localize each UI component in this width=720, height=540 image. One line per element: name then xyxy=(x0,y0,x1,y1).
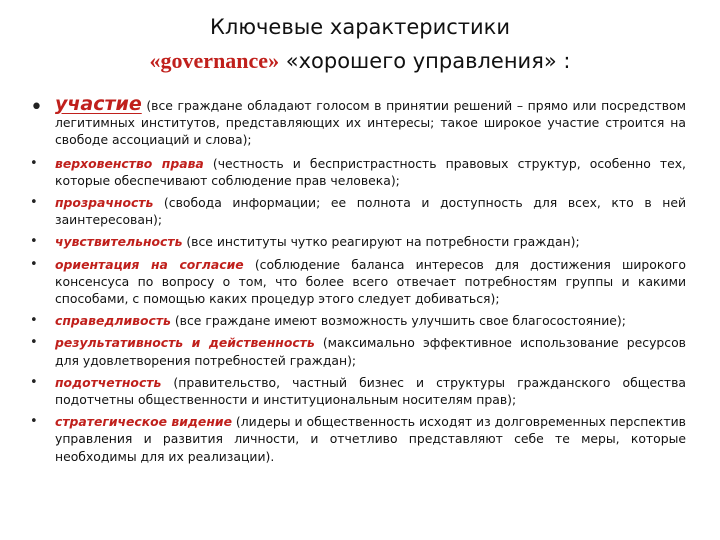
term-equity: справедливость xyxy=(55,313,171,329)
term-rule-of-law: верховенство права xyxy=(55,155,204,171)
term-effectiveness: результативность и действенность xyxy=(55,335,315,351)
list-item-transparency xyxy=(30,194,686,228)
desc-equity: (все граждане имеют возможность улучшить свое благосостояние); xyxy=(170,313,626,329)
term-participation: участие xyxy=(55,93,142,115)
list-item-accountability xyxy=(30,374,686,408)
list-item-rule-of-law xyxy=(30,155,686,189)
list-item-effectiveness xyxy=(30,334,686,368)
bullet-icon: • xyxy=(30,234,38,250)
list-item-participation xyxy=(30,93,686,149)
term-transparency: прозрачность xyxy=(55,195,154,211)
list-item-strategic-vision xyxy=(30,413,686,465)
slide-title xyxy=(40,10,680,78)
title-line-1: Ключевые характеристики xyxy=(210,15,510,39)
desc-participation: (все граждане обладают голосом в принятии решений – прямо или посредством легитимных институтов, представляющих их интересы; такое широкое участие строится на свободе ассоциаций и слова); xyxy=(55,98,686,148)
list-item-responsiveness xyxy=(30,233,686,250)
title-line-2-rest: «хорошего управления» : xyxy=(279,49,571,73)
bullet-icon: • xyxy=(30,374,38,390)
desc-consensus-orientation: (соблюдение баланса интересов для достижения широкого консенсуса по вопросу о том, что более всего отвечает потребностям группы и какими способами, с помощью каких процедур этого следует добиваться); xyxy=(55,256,686,307)
desc-rule-of-law: (честность и беспристрастность правовых структур, особенно тех, которые обеспечивают соблюдение прав человека); xyxy=(55,155,686,188)
title-highlight-governance: «governance» xyxy=(149,48,280,73)
title-line-2 xyxy=(40,44,680,78)
characteristics-list xyxy=(30,93,686,470)
list-item-equity xyxy=(30,312,686,329)
bullet-icon: • xyxy=(30,313,38,329)
desc-effectiveness: (максимально эффективное использование ресурсов для удовлетворения потребностей граждан); xyxy=(55,335,686,368)
list-item-consensus-orientation xyxy=(30,256,686,308)
term-consensus-orientation: ориентация на согласие xyxy=(55,256,244,272)
bullet-icon: • xyxy=(30,414,38,430)
desc-strategic-vision: (лидеры и общественность исходят из долговременных перспектив управления и развития личности, и отчетливо представляют себе те меры, которые необходимы для их реализации). xyxy=(55,414,686,464)
term-responsiveness: чувствительность xyxy=(55,234,183,250)
bullet-icon: • xyxy=(30,256,38,272)
bullet-icon: • xyxy=(30,195,38,211)
bullet-icon: • xyxy=(30,335,38,351)
term-strategic-vision: стратегическое видение xyxy=(55,414,232,430)
bullet-icon: • xyxy=(30,155,38,171)
desc-transparency: (свобода информации; ее полнота и доступность для всех, кто в ней заинтересован); xyxy=(55,195,686,228)
term-accountability: подотчетность xyxy=(55,374,162,390)
desc-accountability: (правительство, частный бизнес и структуры гражданского общества подотчетны общественности и институциональным носителям прав); xyxy=(55,374,686,408)
bullet-icon: • xyxy=(30,95,43,120)
desc-responsiveness: (все институты чутко реагируют на потребности граждан); xyxy=(182,234,580,250)
